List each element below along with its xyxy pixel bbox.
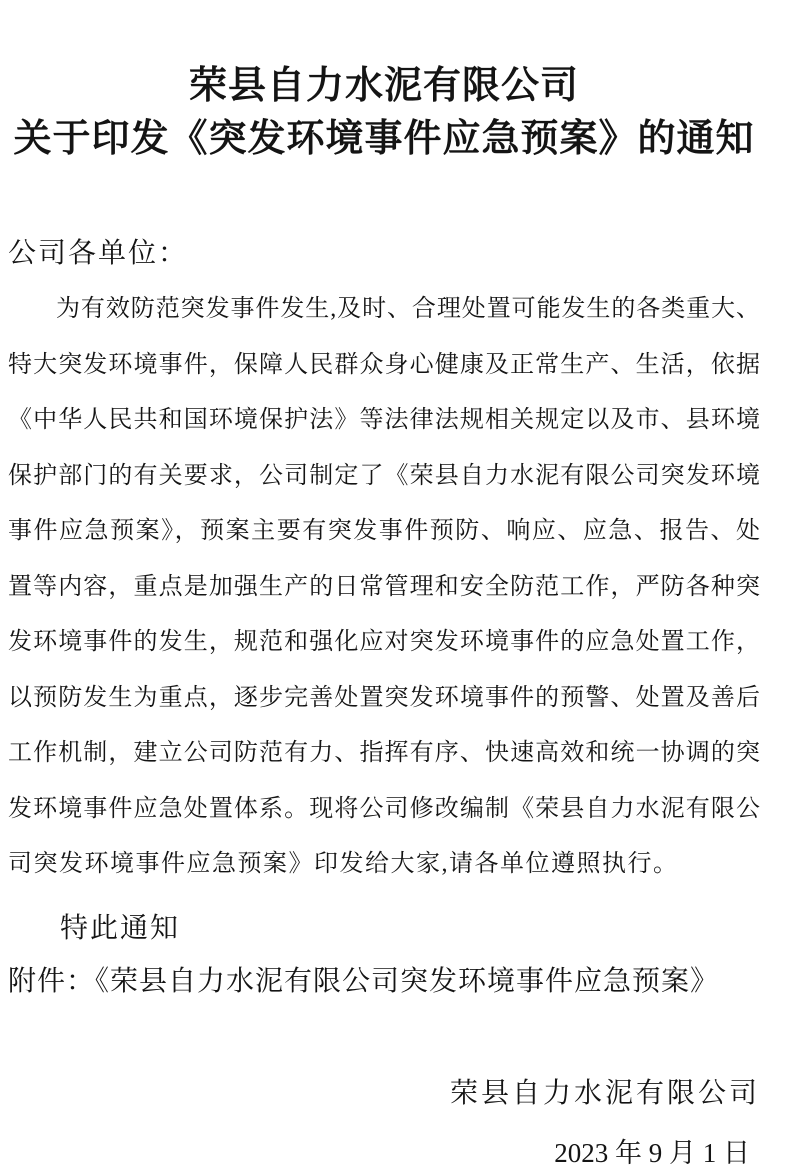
- paragraph-line: 司突发环境事件应急预案》印发给大家,请各单位遵照执行。: [8, 851, 679, 877]
- paragraph-line: 以预防发生为重点，逐步完善处置突发环境事件的预警、处置及善后: [8, 684, 760, 711]
- closing-note: 特此通知: [60, 912, 181, 944]
- paragraph-line: 发环境事件的发生，规范和强化应对突发环境事件的应急处置工作，: [8, 629, 760, 655]
- paragraph-line: 事件应急预案》，预案主要有突发事件预防、响应、应急、报告、处: [8, 518, 760, 544]
- paragraph-line: 《中华人民共和国环境保护法》等法律法规相关规定以及市、县环境: [8, 407, 760, 433]
- paragraph-line: 工作机制，建立公司防范有力、指挥有序、快速高效和统一协调的突: [8, 740, 760, 766]
- document-title-company: 荣县自力水泥有限公司: [188, 65, 579, 107]
- signature-date: 2023 年 9 月 1 日: [554, 1137, 750, 1166]
- paragraph-line: 发环境事件应急处置体系。现将公司修改编制《荣县自力水泥有限公: [8, 795, 760, 822]
- attachment-line: 附件：《荣县自力水泥有限公司突发环境事件应急预案》: [8, 965, 720, 997]
- paragraph-line: 为有效防范突发事件发生,及时、合理处置可能发生的各类重大、: [56, 296, 760, 322]
- paragraph-line: 特大突发环境事件，保障人民群众身心健康及正常生产、生活，依据: [8, 351, 760, 378]
- document-title-subject: 关于印发《突发环境事件应急预案》的通知: [13, 118, 755, 160]
- paragraph-line: 置等内容，重点是加强生产的日常管理和安全防范工作，严防各种突: [8, 573, 760, 600]
- body-paragraph: [8, 282, 760, 893]
- signature-company: 荣县自力水泥有限公司: [449, 1077, 760, 1109]
- paragraph-line: 保护部门的有关要求，公司制定了《荣县自力水泥有限公司突发环境: [8, 462, 760, 489]
- salutation: 公司各单位：: [8, 238, 189, 269]
